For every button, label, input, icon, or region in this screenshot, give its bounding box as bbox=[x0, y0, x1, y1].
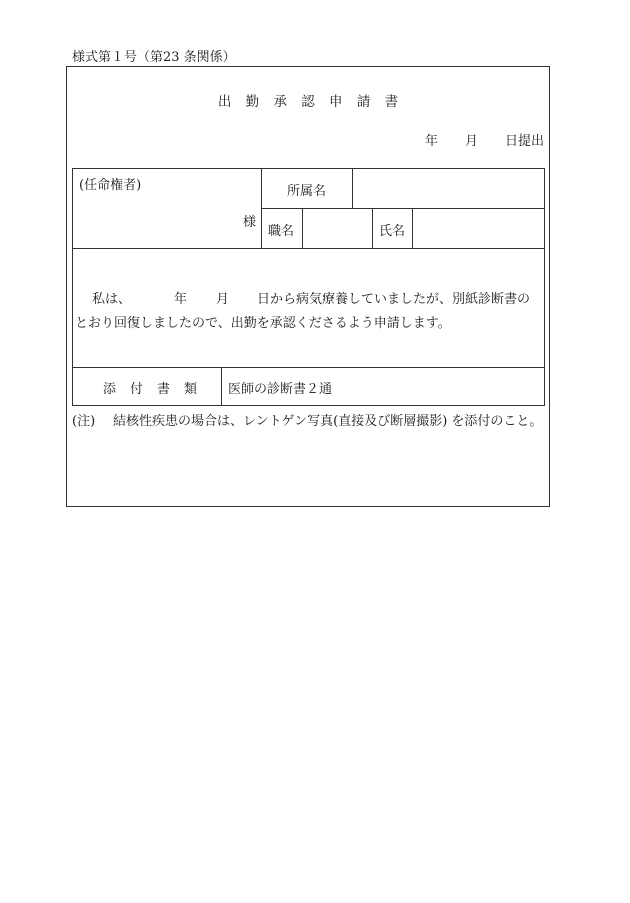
job-value-divider bbox=[372, 208, 373, 248]
table-border-left bbox=[72, 168, 73, 405]
note-text: 結核性疾患の場合は、レントゲン写真(直接及び断層撮影) を添付のこと。 bbox=[113, 414, 543, 429]
table-border-bottom bbox=[72, 405, 545, 406]
form-number-label: 様式第１号（第23 条関係） bbox=[72, 50, 236, 65]
attachment-divider bbox=[221, 367, 222, 405]
statement-top-divider bbox=[72, 248, 545, 249]
date-month-label: 月 bbox=[465, 134, 479, 149]
affiliation-divider bbox=[352, 168, 353, 208]
statement-text bbox=[75, 288, 542, 336]
job-title-label: 職名 bbox=[268, 224, 295, 239]
attachments-label-char: 類 bbox=[184, 382, 198, 397]
appointer-label: (任命権者) bbox=[79, 178, 142, 193]
name-label: 氏名 bbox=[379, 224, 406, 239]
info-row-divider bbox=[261, 208, 545, 209]
note-prefix: (注) bbox=[72, 414, 96, 429]
name-label-divider bbox=[412, 208, 413, 248]
date-year-label: 年 bbox=[425, 134, 439, 149]
statement-suffix: 日から病気療養していましたが、別紙診断書の bbox=[257, 292, 531, 307]
honorific-label: 様 bbox=[243, 215, 257, 230]
title-char: 申 bbox=[329, 94, 343, 110]
title-char: 請 bbox=[356, 94, 371, 110]
statement-prefix: 私は、 bbox=[92, 292, 132, 307]
statement-month: 月 bbox=[216, 292, 230, 307]
job-label-divider bbox=[302, 208, 303, 248]
table-border-right bbox=[544, 168, 545, 405]
title-char: 承 bbox=[273, 94, 287, 110]
attachments-label-char: 添 bbox=[103, 382, 117, 397]
title-char: 出 bbox=[217, 94, 232, 110]
statement-year: 年 bbox=[174, 292, 188, 307]
attachments-label-char: 付 bbox=[130, 382, 144, 397]
attachments-value: 医師の診断書２通 bbox=[228, 382, 333, 397]
statement-line-2: とおり回復しましたので、出勤を承認くださるよう申請します。 bbox=[75, 316, 451, 331]
title-char: 認 bbox=[301, 94, 315, 110]
title-char: 書 bbox=[384, 94, 399, 110]
document-title bbox=[66, 90, 550, 110]
statement-line-1 bbox=[80, 288, 542, 312]
attachment-top-divider bbox=[72, 367, 545, 368]
title-char: 勤 bbox=[245, 94, 260, 110]
date-day-label: 日提出 bbox=[505, 134, 545, 149]
affiliation-label: 所属名 bbox=[287, 184, 327, 199]
attachments-label-char: 書 bbox=[157, 382, 171, 397]
table-border-top bbox=[72, 168, 545, 169]
attachments-label bbox=[103, 378, 197, 397]
